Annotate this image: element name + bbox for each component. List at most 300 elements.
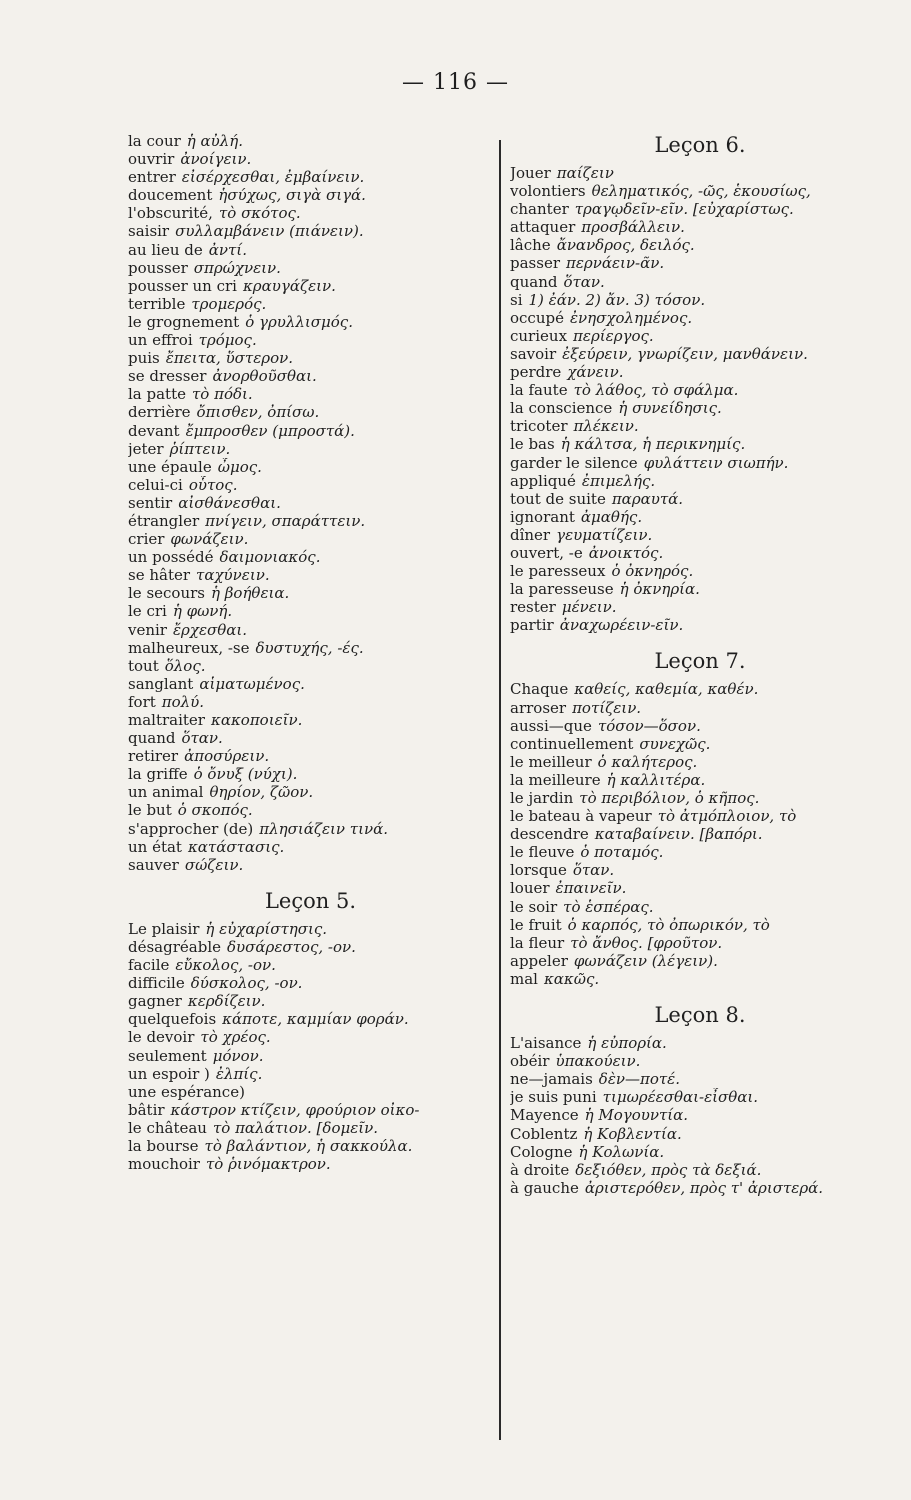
vocab-entry [128,530,493,548]
vocab-entry [510,898,890,916]
french-term: terrible [128,294,186,313]
french-term: sentir [128,493,173,512]
greek-term: φωνάζειν (λέγειν). [573,951,718,970]
french-term: le bas [510,435,555,454]
vocab-entry [128,277,493,295]
vocab-entry [128,657,493,675]
french-term: le jardin [510,789,574,807]
greek-term: κακοποιεῖν. [210,711,303,729]
greek-term: καταβαίνειν. [βαπόρι. [594,825,763,844]
greek-term: καθείς, καθεμία, καθέν. [574,680,759,699]
french-term: celui-ci [128,475,183,494]
greek-term: ἡ ὀκνηρία. [619,580,700,599]
french-term: puis [128,349,160,368]
vocab-entry [128,566,493,584]
french-term: à droite [510,1160,570,1179]
greek-term: τὸ ἀτμόπλοιον, τὸ [657,807,797,826]
french-term: la paresseuse [510,580,614,599]
french-term: le fleuve [510,843,575,862]
vocab-entry [510,916,890,934]
vocab-entry [128,494,493,512]
vocab-entry [128,783,493,801]
greek-term: ὅταν. [181,729,223,748]
french-term: Coblentz [510,1124,578,1143]
french-term: ouvert, -e [510,543,583,562]
vocab-entry [510,544,890,562]
vocab-entry [128,385,493,403]
vocab-entry [510,164,890,182]
greek-term: δεξιόθεν, πρὸς τὰ δεξιά. [575,1160,762,1179]
vocab-entry [128,974,493,992]
vocab-entry [510,182,890,200]
greek-term: τὸ ῥινόμακτρον. [205,1155,331,1174]
vocab-entry [510,934,890,952]
french-term: Chaque [510,680,569,699]
vocab-entry [128,938,493,956]
greek-term: ἀριστερόθεν, πρὸς τ' ἀριστερά. [584,1178,824,1197]
left-column [128,132,493,1173]
french-term: sanglant [128,674,194,693]
greek-term: θεληματικός, -ῶς, ἑκουσίως, [591,182,811,201]
vocab-entry [128,1101,493,1119]
greek-term: τραγῳδεῖν-εῖν. [εὐχαρίστως. [574,200,794,219]
vocab-entry [510,843,890,861]
french-term: chanter [510,200,569,219]
vocab-entry [510,291,890,309]
vocab-entry [510,526,890,544]
vocab-list-lesson-8 [510,1034,890,1197]
french-term: le fruit [510,915,562,934]
vocab-entry [128,992,493,1010]
vocab-entry [510,970,890,988]
french-term: si [510,290,523,309]
greek-term: ὁ σκοπός. [177,801,253,820]
french-term: venir [128,620,167,639]
greek-term: τὸ περιβόλιον, ὁ κῆπος. [579,789,760,807]
vocab-entry [128,349,493,367]
greek-term: ἐξεύρειν, γνωρίζειν, μανθάνειν. [562,344,808,363]
french-term: savoir [510,344,557,363]
greek-term: ἀνοικτός. [588,543,664,562]
vocab-entry [128,440,493,458]
greek-term: ῥίπτειν. [169,439,231,458]
french-term: le cri [128,602,167,621]
vocab-list-lesson-7 [510,680,890,988]
french-term: le soir [510,897,558,916]
french-term: appliqué [510,471,576,490]
greek-term: δὲν—ποτέ. [598,1070,681,1089]
vocab-entry [128,1010,493,1028]
greek-term: κακῶς. [543,969,600,988]
vocab-entry [128,1065,493,1083]
vocab-entry [128,241,493,259]
vocab-entry [510,580,890,598]
french-term: tout [128,656,159,675]
french-term: dîner [510,525,551,544]
greek-term: ὁ γρυλλισμός. [245,312,353,331]
french-term: perdre [510,363,562,382]
vocab-entry [128,331,493,349]
french-term: au lieu de [128,240,203,259]
french-term: maltraiter [128,711,205,729]
french-term: garder le silence [510,453,638,472]
vocab-entry [510,417,890,435]
greek-term: εἰσέρχεσθαι, ἐμβαίνειν. [181,168,365,187]
greek-term: ὁ ὀκνηρός. [611,562,694,581]
greek-term: ἀντί. [208,240,247,259]
french-term: pousser un cri [128,276,237,295]
greek-term: φυλάττειν σιωπήν. [643,453,789,472]
greek-term: εὔκολος, -ον. [175,956,276,975]
french-term: sauver [128,855,179,874]
vocab-entry [128,639,493,657]
french-term: jeter [128,439,164,458]
greek-term: ἡ Μογουντία. [584,1106,689,1125]
greek-term: τὸ ἑσπέρας. [563,897,654,916]
vocab-entry [510,699,890,717]
french-term: bâtir [128,1100,165,1119]
french-term: un animal [128,783,204,802]
greek-term: προσβάλλειν. [581,218,685,237]
vocab-list-lesson-4-continued [128,132,493,874]
vocab-entry [510,1106,890,1124]
vocab-entry [128,186,493,204]
greek-term: ἡ κάλτσα, ἡ περικνημίς. [560,435,746,454]
vocab-entry [128,150,493,168]
french-term: volontiers [510,182,586,201]
french-term: passer [510,254,560,273]
greek-term: ὁ καρπός, τὸ ὀπωρικόν, τὸ [567,915,770,934]
greek-term: παραυτά. [611,489,684,508]
greek-term: τὸ πόδι. [192,385,253,404]
vocab-entry [510,861,890,879]
vocab-entry [128,856,493,874]
french-term: la patte [128,385,186,404]
french-term: tout de suite [510,489,606,508]
greek-term: πλέκειν. [573,417,639,436]
vocab-entry [510,435,890,453]
greek-term: αἱματωμένος. [199,674,305,693]
greek-term: ἐλπίς. [215,1064,263,1083]
french-term: mal [510,969,538,988]
french-term: se dresser [128,367,207,386]
vocab-list-lesson-6 [510,164,890,634]
vocab-entry [128,422,493,440]
french-term: arroser [510,698,567,717]
greek-term: ἡ καλλιτέρα. [606,770,706,789]
french-term: un possédé [128,548,214,567]
vocab-entry [510,1034,890,1052]
french-term: le grognement [128,312,240,331]
greek-term: ὅταν. [563,272,605,291]
french-term: gagner [128,992,182,1011]
french-term: le secours [128,584,205,603]
vocab-entry [128,920,493,938]
vocab-entry [510,363,890,381]
french-term: appeler [510,951,568,970]
greek-term: ἔπειτα, ὕστερον. [165,349,294,368]
greek-term: ὁ ὄνυξ (νύχι). [193,765,298,784]
french-term: entrer [128,168,176,187]
greek-term: κραυγάζειν. [242,276,336,295]
greek-term: φωνάζειν. [170,530,249,549]
vocab-entry [510,789,890,807]
french-term: la conscience [510,399,613,418]
french-term: mouchoir [128,1155,200,1174]
greek-term: ἡσύχως, σιγὰ σιγά. [218,186,366,205]
vocab-entry [128,729,493,747]
greek-term: ὄπισθεν, ὀπίσω. [196,403,320,422]
greek-term: ὁ καλήτερος. [597,752,698,771]
vocab-entry [510,1179,890,1197]
french-term: descendre [510,825,589,844]
greek-term: τὸ χρέος. [200,1028,271,1047]
page-number: — 116 — [402,70,509,95]
vocab-entry [128,367,493,385]
vocab-entry [128,168,493,186]
vocab-entry [510,454,890,472]
french-term: lorsque [510,861,567,880]
french-term: le but [128,801,172,820]
greek-term: ἡ εὐπορία. [587,1034,667,1053]
greek-term: ἐπαινεῖν. [555,879,627,898]
vocab-entry [128,1028,493,1046]
vocab-entry [510,218,890,236]
greek-term: περίεργος. [573,326,654,345]
vocab-entry [510,598,890,616]
greek-term: σώζειν. [184,855,244,874]
vocab-entry [128,204,493,222]
french-term: la cour [128,132,181,150]
greek-term: περνάειν-ᾶν. [566,254,665,273]
french-term: derrière [128,403,191,422]
french-term: lâche [510,236,551,255]
french-term: quelquefois [128,1010,217,1029]
french-term: un espoir ) [128,1064,210,1083]
french-term: la faute [510,381,568,400]
vocab-entry [128,747,493,765]
french-term: Jouer [510,164,551,182]
vocab-entry [510,490,890,508]
french-term: seulement [128,1046,207,1065]
vocab-entry [128,313,493,331]
vocab-entry [128,1137,493,1155]
greek-term: συλλαμβάνειν (πιάνειν). [175,222,364,241]
greek-term: ἐνησχολημένος. [569,308,693,327]
greek-term: ὦμος. [217,457,262,476]
lesson-8-heading: Leçon 8. [654,1003,746,1028]
french-term: le bateau à vapeur [510,807,652,826]
vocab-entry [128,621,493,639]
greek-term: τὸ ἄνθος. [φροῦτον. [570,933,723,952]
greek-term: ἐπιμελής. [581,471,656,490]
vocab-entry [128,602,493,620]
vocab-entry [128,693,493,711]
greek-term: γευματίζειν. [556,525,653,544]
vocab-entry [510,508,890,526]
greek-term: ποτίζειν. [572,698,642,717]
french-term: la meilleure [510,770,601,789]
vocab-entry [128,711,493,729]
greek-term: ἄνανδρος, δειλός. [556,236,695,255]
greek-term: ἔρχεσθαι. [172,620,248,639]
french-term: rester [510,598,556,617]
greek-term: θηρίον, ζῶον. [209,783,314,802]
greek-term: αἰσθάνεσθαι. [178,493,281,512]
vocab-entry [128,765,493,783]
greek-term: ὑπακούειν. [555,1052,641,1071]
french-term: le paresseux [510,562,606,581]
vocab-entry [510,562,890,580]
french-term: devant [128,421,180,440]
greek-term: κάστρον κτίζειν, φρούριον οἰκο- [170,1100,420,1119]
vocab-entry [510,254,890,272]
greek-term: τόσον—ὅσον. [597,716,701,735]
column-divider [499,140,501,1440]
vocab-entry [128,820,493,838]
french-term: louer [510,879,550,898]
vocab-entry [510,273,890,291]
greek-term: κάποτε, καμμίαν φοράν. [222,1010,409,1029]
greek-term: πλησιάζειν τινά. [259,819,388,838]
french-term: Mayence [510,1106,579,1125]
vocab-entry [510,616,890,634]
greek-term: μόνον. [212,1046,264,1065]
french-term: ne—jamais [510,1070,593,1089]
greek-term: ἡ Κολωνία. [578,1142,665,1161]
greek-term: ὅλος. [164,656,206,675]
greek-term: ταχύνειν. [196,566,270,585]
french-term: l'obscurité, [128,204,213,223]
french-term: la bourse [128,1136,199,1155]
vocab-entry [510,771,890,789]
vocab-entry [128,956,493,974]
vocab-entry [128,838,493,856]
vocab-entry [510,952,890,970]
french-term: facile [128,956,170,975]
vocab-entry [510,381,890,399]
vocab-entry [510,1052,890,1070]
greek-term: μένειν. [561,598,617,617]
vocab-entry [128,458,493,476]
vocab-entry [128,132,493,150]
greek-term: τρομερός. [191,294,267,313]
vocab-entry [128,1155,493,1173]
greek-term: ἡ εὐχαρίστησις. [205,919,328,938]
vocab-entry [510,399,890,417]
vocab-entry [510,345,890,363]
greek-term: ὁ ποταμός. [580,843,664,862]
lesson-6-heading: Leçon 6. [654,133,746,157]
greek-term: ἀποσύρειν. [184,747,270,766]
french-term: partir [510,616,554,635]
french-term: pousser [128,258,188,277]
greek-term: ἀμαθής. [580,507,643,526]
french-term: la fleur [510,933,565,952]
vocab-entry [128,584,493,602]
french-term: la griffe [128,765,188,784]
french-term: quand [128,729,176,748]
vocab-entry [128,1083,493,1101]
vocab-entry [128,295,493,313]
vocab-entry [510,236,890,254]
greek-term: τιμωρέεσθαι-εἶσθαι. [602,1088,759,1107]
french-term: je suis puni [510,1088,597,1107]
french-term: obéir [510,1052,550,1071]
vocab-entry [510,327,890,345]
french-term: un état [128,837,182,856]
french-term: retirer [128,747,179,766]
vocab-entry [128,1119,493,1137]
french-term: Cologne [510,1142,573,1161]
greek-term: συνεχῶς. [639,734,711,753]
greek-term: σπρώχνειν. [193,258,281,277]
vocab-entry [510,472,890,490]
vocab-entry [128,801,493,819]
greek-term: ἡ Κοβλεντία. [583,1124,682,1143]
greek-term: δυσάρεστος, -ον. [227,937,356,956]
greek-term: δύσκολος, -ον. [190,974,303,993]
french-term: une espérance) [128,1082,245,1101]
vocab-entry [128,548,493,566]
vocab-list-lesson-5 [128,920,493,1173]
french-term: tricoter [510,417,568,436]
french-term: ouvrir [128,150,175,169]
french-term: se hâter [128,566,191,585]
french-term: continuellement [510,734,634,753]
greek-term: τὸ παλάτιον. [δομεῖν. [212,1118,379,1137]
french-term: aussi—que [510,716,592,735]
greek-term: τρόμος. [198,331,257,350]
greek-term: τὸ σκότος. [218,204,301,223]
vocab-entry [510,1161,890,1179]
vocab-entry [128,512,493,530]
greek-term: ἀνορθοῦσθαι. [212,367,317,386]
vocab-entry [128,259,493,277]
french-term: crier [128,530,165,549]
french-term: le meilleur [510,752,592,771]
vocab-entry [510,309,890,327]
vocab-entry [510,1125,890,1143]
vocab-entry [128,222,493,240]
greek-term: χάνειν. [567,363,624,382]
french-term: difficile [128,974,185,993]
french-term: une épaule [128,457,212,476]
french-term: s'approcher (de) [128,819,254,838]
greek-term: κατάστασις. [187,837,285,856]
french-term: quand [510,272,558,291]
french-term: curieux [510,326,568,345]
greek-term: ἀναχωρέειν-εῖν. [559,616,684,635]
greek-term: ἔμπροσθεν (μπροστά). [185,421,355,440]
vocab-entry [510,879,890,897]
french-term: à gauche [510,1178,579,1197]
greek-term: τὸ λάθος, τὸ σφάλμα. [573,381,739,400]
french-term: étrangler [128,511,200,530]
vocab-entry [510,807,890,825]
french-term: L'aisance [510,1034,582,1053]
vocab-entry [128,1047,493,1065]
french-term: fort [128,692,156,711]
french-term: le devoir [128,1028,195,1047]
french-term: Le plaisir [128,919,200,938]
greek-term: ἡ φωνή. [172,602,233,621]
vocab-entry [128,675,493,693]
greek-term: δυστυχής, -ές. [255,638,364,657]
french-term: attaquer [510,218,576,237]
vocab-entry [510,717,890,735]
vocab-entry [128,476,493,494]
